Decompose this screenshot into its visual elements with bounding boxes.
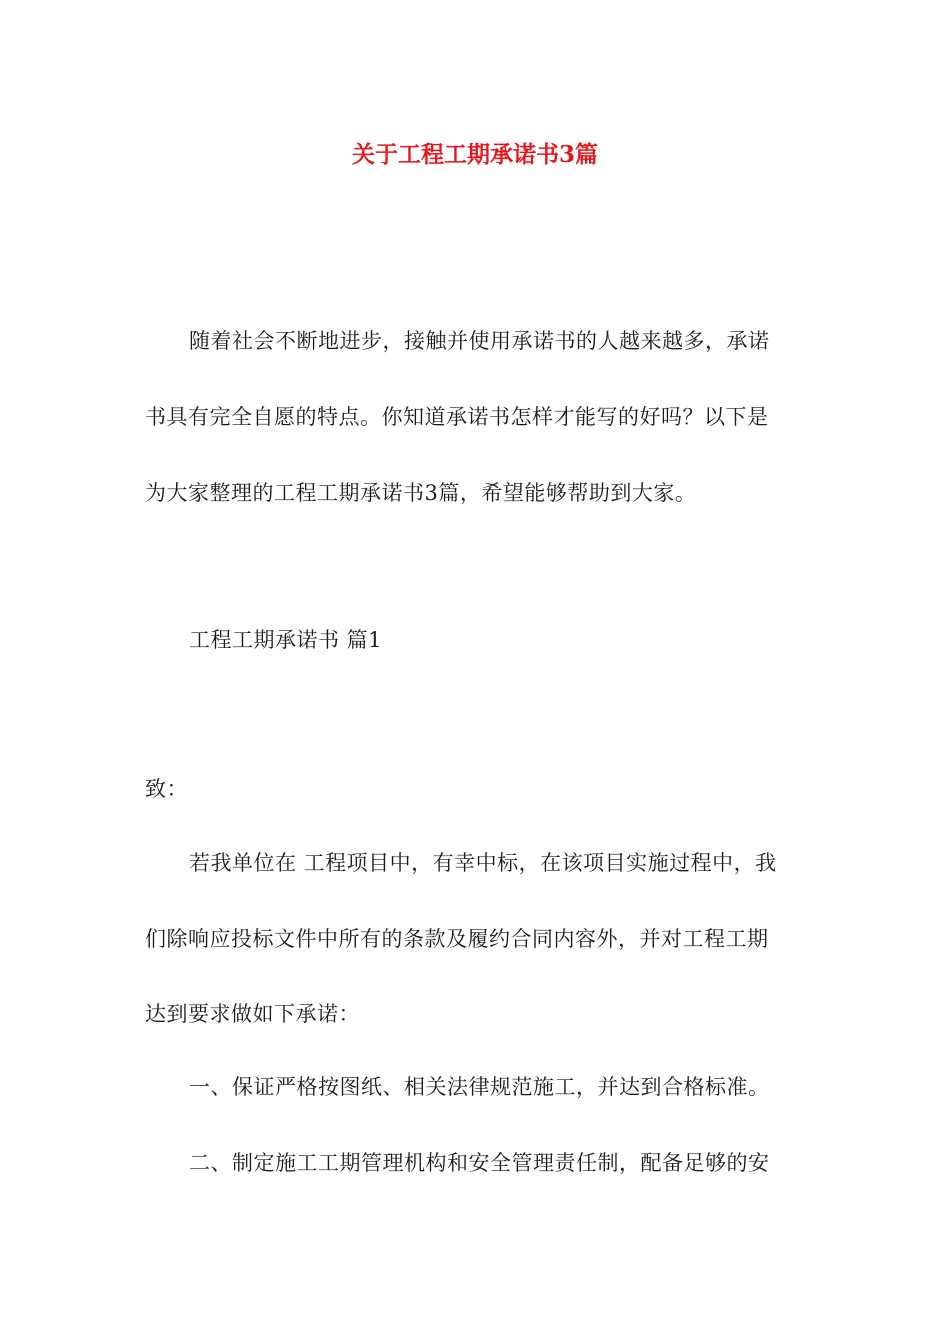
intro-line-1: 随着社会不断地进步，接触并使用承诺书的人越来越多，承诺 [189,329,770,353]
body-line-3: 达到要求做如下承诺： [145,1002,360,1026]
commitment-item-1: 一、保证严格按图纸、相关法律规范施工，并达到合格标准。 [189,1075,770,1099]
document-title: 关于工程工期承诺书3篇 [351,141,598,168]
body-line-2: 们除响应投标文件中所有的条款及履约合同内容外，并对工程工期 [145,927,769,951]
commitment-item-2: 二、制定施工工期管理机构和安全管理责任制，配备足够的安 [189,1151,770,1175]
intro-line-3: 为大家整理的工程工期承诺书3篇，希望能够帮助到大家。 [145,481,697,505]
intro-line-2: 书具有完全自愿的特点。你知道承诺书怎样才能写的好吗？以下是 [145,405,769,429]
salutation: 致： [145,777,188,801]
body-line-1: 若我单位在 工程项目中，有幸中标，在该项目实施过程中，我 [189,851,777,875]
section-heading: 工程工期承诺书 篇1 [189,628,383,652]
